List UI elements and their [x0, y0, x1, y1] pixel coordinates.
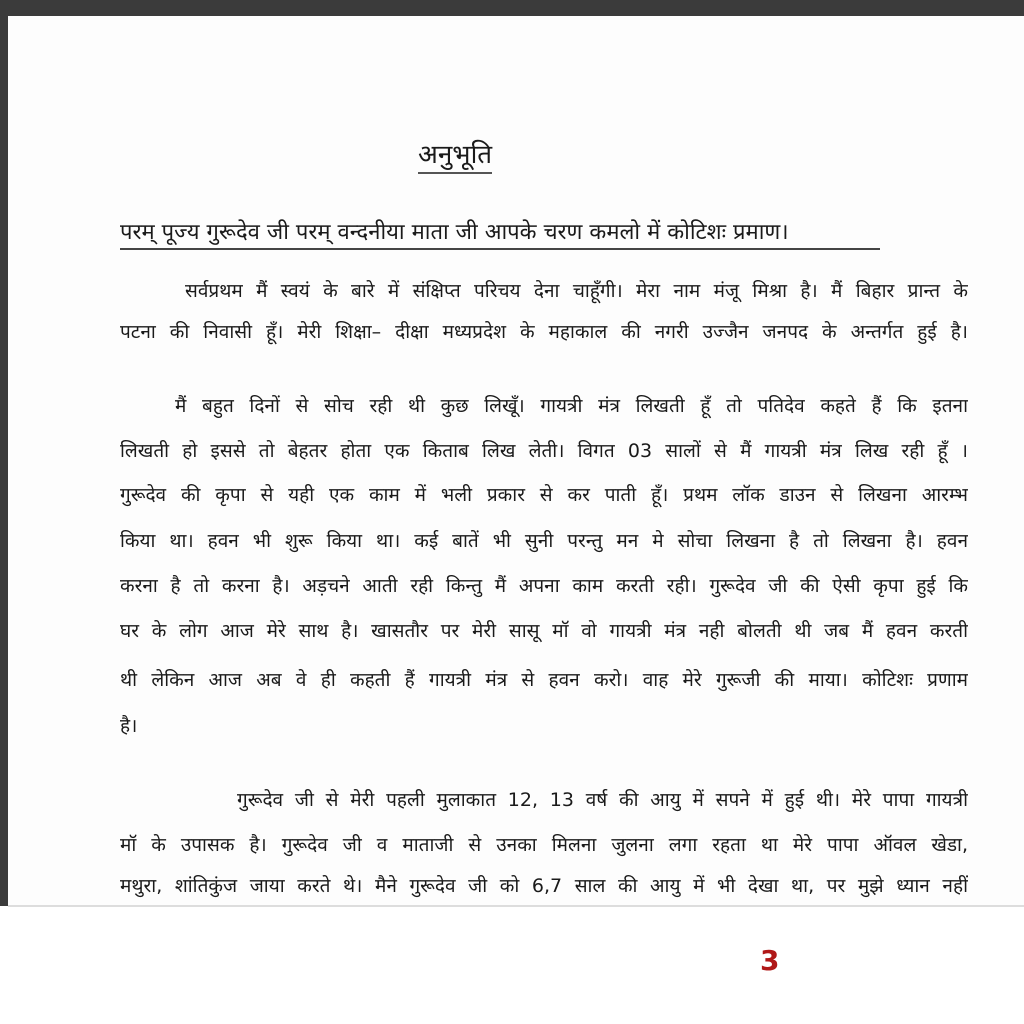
text-line: किया था। हवन भी शुरू किया था। कई बातें भी सुनी परन्तु मन मे सोचा लिखना है तो लिखना है। हवन [120, 530, 968, 552]
text-line: गुरूदेव जी से मेरी पहली मुलाकात 12, 13 वर्ष की आयु में सपने में हुई थी। मेरे पापा गायत्री [237, 789, 968, 811]
text-line: पटना की निवासी हूँ। मेरी शिक्षा– दीक्षा मध्यप्रदेश के महाकाल की नगरी उज्जैन जनपद के अन्तर्गत हुई है। [120, 321, 968, 343]
text-line: घर के लोग आज मेरे साथ है। खासतौर पर मेरी सासू मॉ वो गायत्री मंत्र नही बोलती थी जब मैं हवन करती [120, 620, 968, 642]
salutation-heading: परम् पूज्य गुरूदेव जी परम् वन्दनीया माता जी आपके चरण कमलो में कोटिशः प्रमाण। [120, 218, 880, 250]
text-line: सर्वप्रथम मैं स्वयं के बारे में संक्षिप्त परिचय देना चाहूँगी। मेरा नाम मंजू मिश्रा है। मैं बिहार प्रान्त के [185, 280, 968, 302]
text-line: मॉ के उपासक है। गुरूदेव जी व माताजी से उनका मिलना जुलना लगा रहता था मेरे पापा ऑवल खेडा, [120, 834, 968, 856]
text-line: है। [120, 715, 138, 737]
page-number: 3 [760, 944, 780, 977]
text-line: गुरूदेव की कृपा से यही एक काम में भली प्रकार से कर पाती हूँ। प्रथम लॉक डाउन से लिखना आरम्भ [120, 484, 968, 506]
top-bar [0, 0, 1024, 16]
text-line: थी लेकिन आज अब वे ही कहती हैं गायत्री मंत्र से हवन करो। वाह मेरे गुरूजी की माया। कोटिशः प्रणाम [120, 669, 968, 691]
text-line: लिखती हो इससे तो बेहतर होता एक किताब लिख लेती। विगत 03 सालों से मैं गायत्री मंत्र लिख रही हूँ । [120, 440, 968, 462]
text-line: करना है तो करना है। अड़चने आती रही किन्तु मैं अपना काम करती रही। गुरूदेव जी की ऐसी कृपा हुई कि [120, 575, 968, 597]
left-bar [0, 16, 8, 906]
text-line: मैं बहुत दिनों से सोच रही थी कुछ लिखूँ। गायत्री मंत्र लिखती हूँ तो पतिदेव कहते हैं कि इतना [175, 395, 968, 417]
page-title: अनुभूति [418, 138, 492, 174]
text-line: मथुरा, शांतिकुंज जाया करते थे। मैने गुरूदेव जी को 6,7 साल की आयु में भी देखा था, पर मुझे ध्यान नहीं [120, 875, 968, 897]
